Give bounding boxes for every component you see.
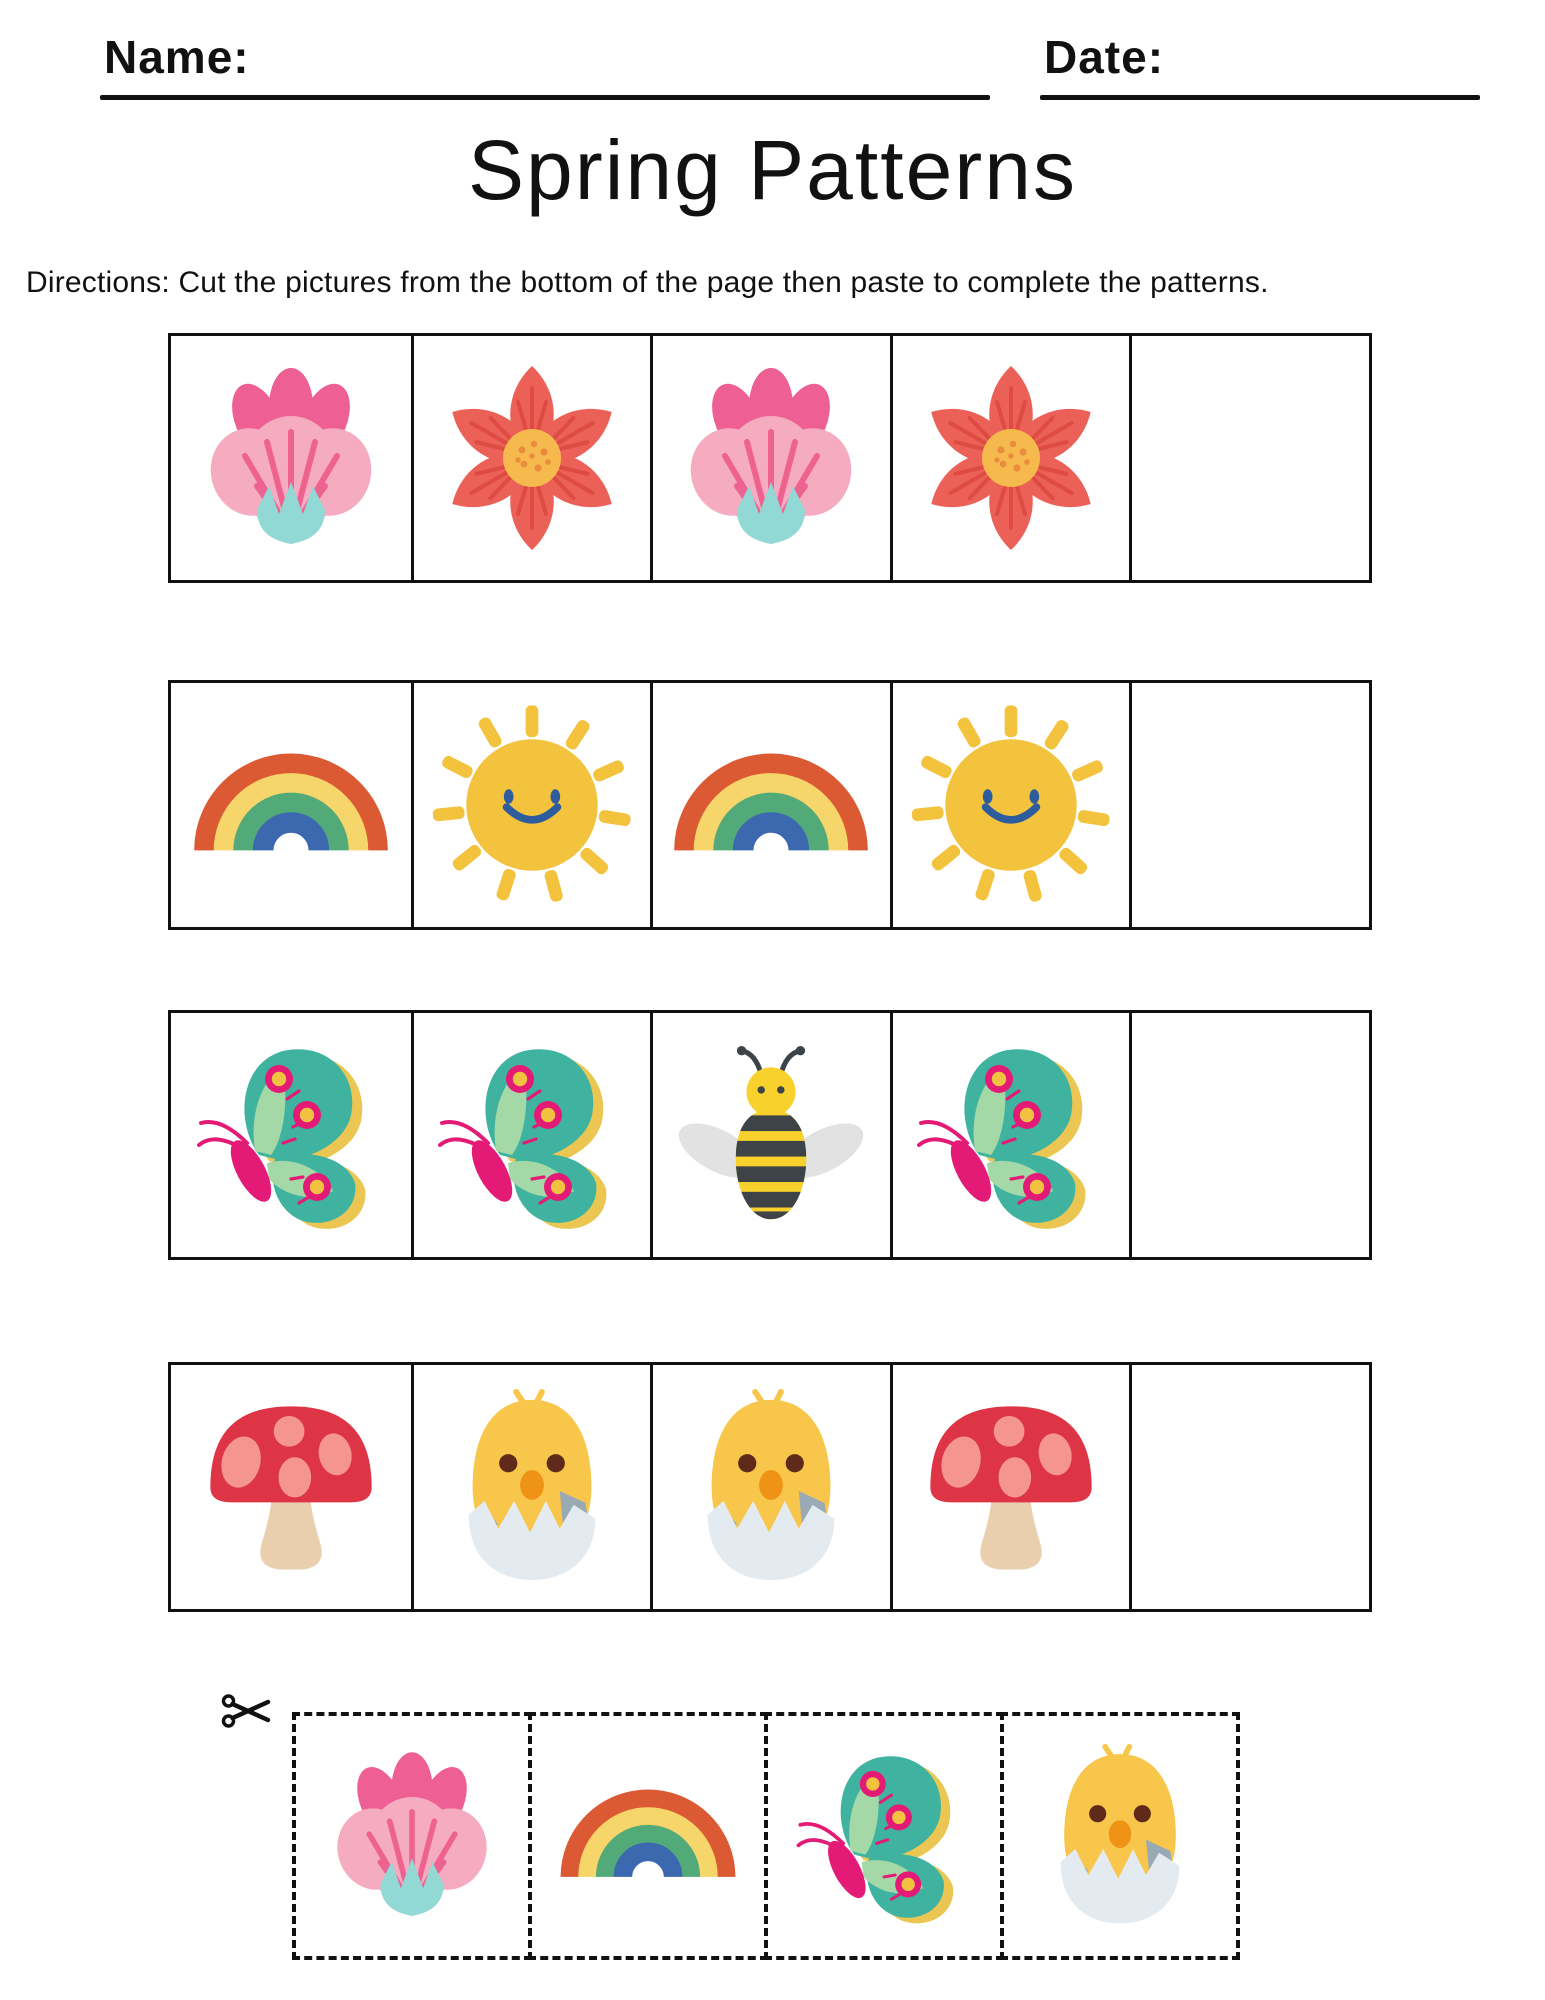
empty-paste-cell — [1129, 1013, 1369, 1257]
cut-piece-cell — [764, 1712, 1004, 1960]
cut-piece-cell — [1000, 1712, 1240, 1960]
pattern-cell — [171, 683, 411, 927]
butterfly-icon — [911, 1035, 1111, 1235]
pattern-cell — [650, 1365, 890, 1609]
pattern-cell — [650, 1013, 890, 1257]
pattern-cell — [890, 1013, 1130, 1257]
page-title: Spring Patterns — [468, 123, 1077, 217]
flower-red-icon — [911, 358, 1111, 558]
bee-icon — [673, 1037, 869, 1233]
sun-icon — [426, 699, 638, 911]
pattern-cell — [411, 1365, 651, 1609]
scissors-icon — [218, 1686, 276, 1736]
pattern-cell — [171, 336, 411, 580]
pattern-cell — [650, 683, 890, 927]
flower-pink-icon — [671, 358, 871, 558]
date-label: Date: — [1044, 31, 1165, 83]
pattern-row-4 — [168, 1362, 1372, 1612]
chick-icon — [1027, 1743, 1213, 1929]
chick-icon — [433, 1388, 631, 1586]
pattern-cell — [890, 1365, 1130, 1609]
pattern-cell — [411, 336, 651, 580]
cut-out-section — [292, 1712, 1240, 1960]
flower-pink-icon — [319, 1743, 505, 1929]
butterfly-icon — [791, 1743, 977, 1929]
pattern-cell — [650, 336, 890, 580]
name-label: Name: — [104, 31, 250, 83]
sun-icon — [905, 699, 1117, 911]
flower-pink-icon — [191, 358, 391, 558]
rainbow-icon — [555, 1743, 741, 1929]
pattern-cell — [411, 683, 651, 927]
flower-red-icon — [432, 358, 632, 558]
pattern-row-1 — [168, 333, 1372, 583]
butterfly-icon — [432, 1035, 632, 1235]
cut-piece-cell — [528, 1712, 768, 1960]
empty-paste-cell — [1129, 1365, 1369, 1609]
rainbow-icon — [668, 702, 874, 908]
empty-paste-cell — [1129, 683, 1369, 927]
butterfly-icon — [191, 1035, 391, 1235]
pattern-row-2 — [168, 680, 1372, 930]
name-underline — [100, 95, 990, 100]
empty-paste-cell — [1129, 336, 1369, 580]
name-field — [100, 30, 990, 100]
pattern-cell — [411, 1013, 651, 1257]
pattern-cell — [890, 336, 1130, 580]
date-field — [1040, 30, 1480, 100]
rainbow-icon — [188, 702, 394, 908]
pattern-cell — [890, 683, 1130, 927]
pattern-cell — [171, 1365, 411, 1609]
chick-icon — [672, 1388, 870, 1586]
cut-piece-cell — [292, 1712, 532, 1960]
pattern-cell — [171, 1013, 411, 1257]
directions-text: Directions: Cut the pictures from the bottom of the page then paste to complete the patterns. — [26, 266, 1269, 299]
date-underline — [1040, 95, 1480, 100]
mushroom-icon — [915, 1391, 1107, 1583]
mushroom-icon — [195, 1391, 387, 1583]
pattern-row-3 — [168, 1010, 1372, 1260]
